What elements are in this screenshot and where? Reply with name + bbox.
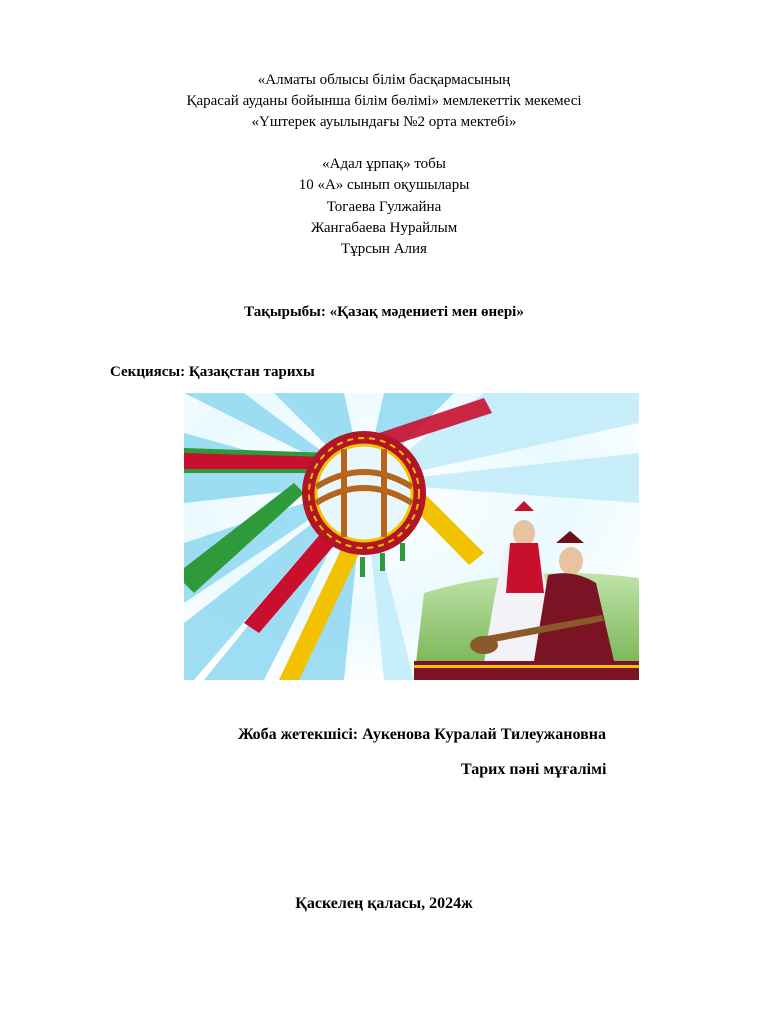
supervisor-name: Жоба жетекшісі: Аукенова Куралай Тилеужановна — [238, 726, 606, 743]
organization-line-2: Қарасай ауданы бойынша білім бөлімі» мемлекеттік мекемесі — [186, 93, 582, 109]
school-name: «Үштерек ауылындағы №2 орта мектебі» — [251, 114, 517, 130]
city-and-year: Қаскелең қаласы, 2024ж — [295, 895, 473, 912]
topic-title: Тақырыбы: «Қазақ мәдениеті мен өнері» — [244, 304, 524, 320]
group-name: «Адал ұрпақ» тобы — [322, 156, 446, 172]
section-label: Секциясы: Қазақстан тарихы — [110, 364, 315, 380]
yurt-illustration — [184, 393, 639, 680]
organization-line-1: «Алматы облысы білім басқармасының — [257, 72, 511, 88]
student-name: Тұрсын Алия — [341, 241, 427, 257]
student-name: Тогаева Гулжайна — [326, 199, 442, 215]
class-label: 10 «А» сынып оқушылары — [298, 177, 470, 193]
supervisor-position: Тарих пәні мұғалімі — [461, 761, 607, 778]
student-name: Жангабаева Нурайлым — [310, 220, 458, 236]
